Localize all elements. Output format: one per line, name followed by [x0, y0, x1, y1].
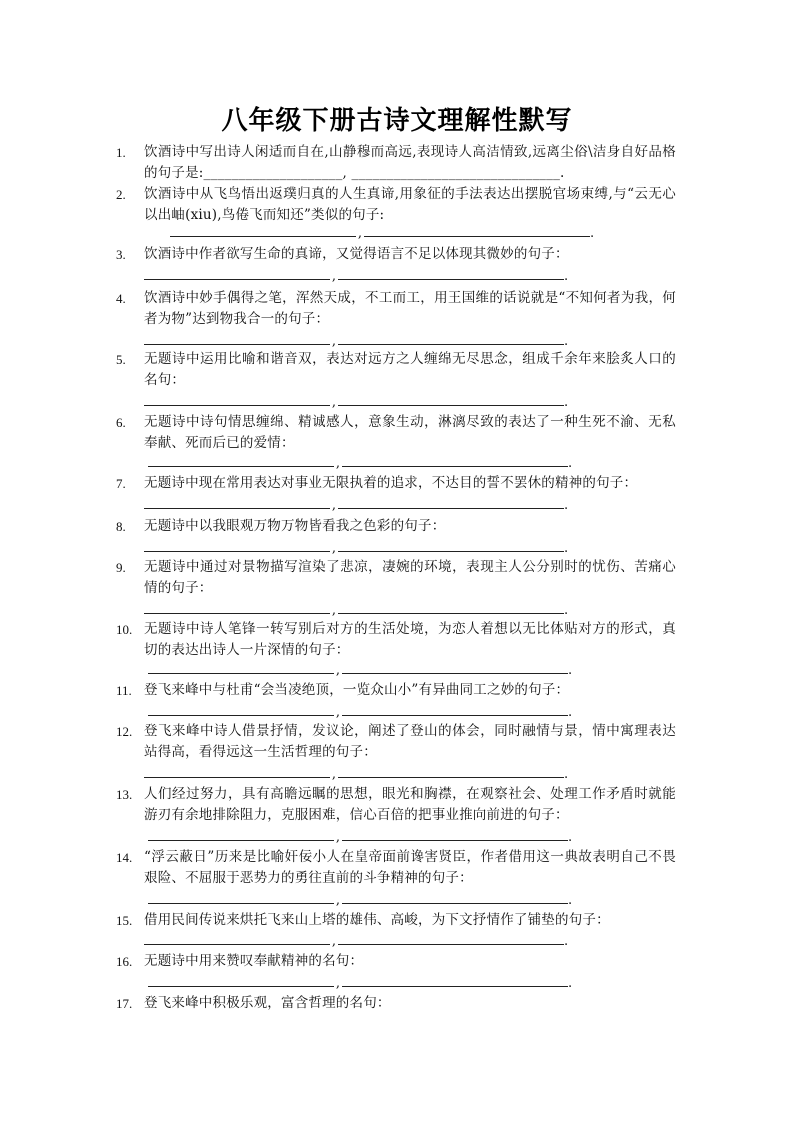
answer-blank[interactable]: , .: [144, 763, 568, 784]
answer-blank[interactable]: , .: [148, 889, 572, 910]
question-text: 无题诗中诗人笔锋一转写别后对方的生活处境，为恋人着想以无比体贴对方的形式，真切的表达出诗人一片深情的句子：: [144, 621, 676, 658]
question-number: 9.: [116, 560, 126, 575]
question-number: 5.: [116, 352, 126, 367]
question-number: 7.: [116, 476, 126, 491]
answer-blank[interactable]: , .: [144, 537, 568, 558]
answer-blank[interactable]: , .: [148, 972, 572, 993]
question-text: “浮云蔽日”历来是比喻奸佞小人在皇帝面前谗害贤臣，作者借用这一典故表明自己不畏艰险、不屈服于恶势力的勇往直前的斗争精神的句子：: [144, 849, 676, 886]
question-number: 8.: [116, 519, 126, 534]
answer-blank[interactable]: , .: [148, 826, 572, 847]
answer-blank[interactable]: , .: [148, 659, 572, 680]
question-number: 13.: [116, 787, 133, 802]
answer-blank[interactable]: , .: [170, 222, 594, 243]
question-number: 6.: [116, 415, 126, 430]
answer-blank[interactable]: , .: [144, 330, 568, 351]
answer-blank[interactable]: , .: [144, 930, 568, 951]
question-number: 11.: [116, 683, 132, 698]
answer-blank[interactable]: , .: [144, 494, 568, 515]
question-number: 16.: [116, 954, 133, 969]
question-text: 无题诗中运用比喻和谐音双，表达对远方之人缠绵无尽思念，组成千余年来脍炙人口的名句：: [144, 351, 676, 388]
answer-blank[interactable]: , .: [144, 265, 568, 286]
question-text: 饮酒诗中作者欲写生命的真谛，又觉得语言不足以体现其微妙的句子：: [144, 246, 569, 262]
question-number: 15.: [116, 913, 133, 928]
question-text: 饮酒诗中写出诗人闲适而自在,山静穆而高远,表现诗人高洁情致,远离尘俗\洁身自好品格的句子是:____________________, ______________________________.: [144, 144, 676, 181]
question-text: 登飞来峰中诗人借景抒情，发议论，阐述了登山的体会，同时融情与景，情中寓理表达站得高，看得远这一生活哲理的句子：: [144, 723, 676, 760]
question-number: 12.: [116, 724, 133, 739]
question-text: 无题诗中以我眼观万物万物皆看我之色彩的句子：: [144, 518, 446, 534]
question-text: 无题诗中现在常用表达对事业无限执着的追求，不达目的誓不罢休的精神的句子：: [144, 475, 638, 491]
question-text: 无题诗中通过对景物描写渲染了悲凉，凄婉的环境，表现主人公分别时的忧伤、苦痛心情的句子：: [144, 559, 676, 596]
answer-blank[interactable]: , .: [148, 452, 572, 473]
question-number: 10.: [116, 622, 133, 637]
question-text: 饮酒诗中从飞鸟悟出返璞归真的人生真谛,用象征的手法表达出摆脱官场束缚,与“云无心以出岫(xiu),鸟倦飞而知还”类似的句子:: [144, 186, 676, 223]
question-number: 14.: [116, 850, 133, 865]
page-title: 八年级下册古诗文理解性默写: [221, 106, 573, 136]
question-number: 17.: [116, 996, 133, 1011]
question-text: 借用民间传说来烘托飞来山上塔的雄伟、高峻，为下文抒情作了铺垫的句子：: [144, 912, 610, 928]
answer-blank[interactable]: , .: [144, 391, 568, 412]
question-number: 3.: [116, 247, 126, 262]
answer-blank[interactable]: , .: [144, 599, 568, 620]
question-text: 无题诗中诗句情思缠绵、精诚感人，意象生动，淋漓尽致的表达了一种生死不渝、无私奉献、死而后已的爱情：: [144, 414, 676, 451]
answer-blank[interactable]: , .: [148, 701, 572, 722]
question-text: 饮酒诗中妙手偶得之笔，浑然天成，不工而工，用王国维的话说就是“不知何者为我，何者为物”达到物我合一的句子：: [144, 290, 676, 327]
question-text: 登飞来峰中与杜甫“会当凌绝顶，一览众山小”有异曲同工之妙的句子：: [144, 682, 570, 698]
question-text: 无题诗中用来赞叹奉献精神的名句：: [144, 953, 364, 969]
question-text: 人们经过努力，具有高瞻远瞩的思想，眼光和胸襟，在观察社会、处理工作矛盾时就能游刃有余地排除阻力，克服困难，信心百倍的把事业推向前进的句子：: [144, 786, 676, 823]
question-number: 1.: [116, 145, 126, 160]
question-number: 2.: [116, 187, 126, 202]
question-text: 登飞来峰中积极乐观，富含哲理的名句：: [144, 995, 391, 1011]
question-number: 4.: [116, 291, 126, 306]
